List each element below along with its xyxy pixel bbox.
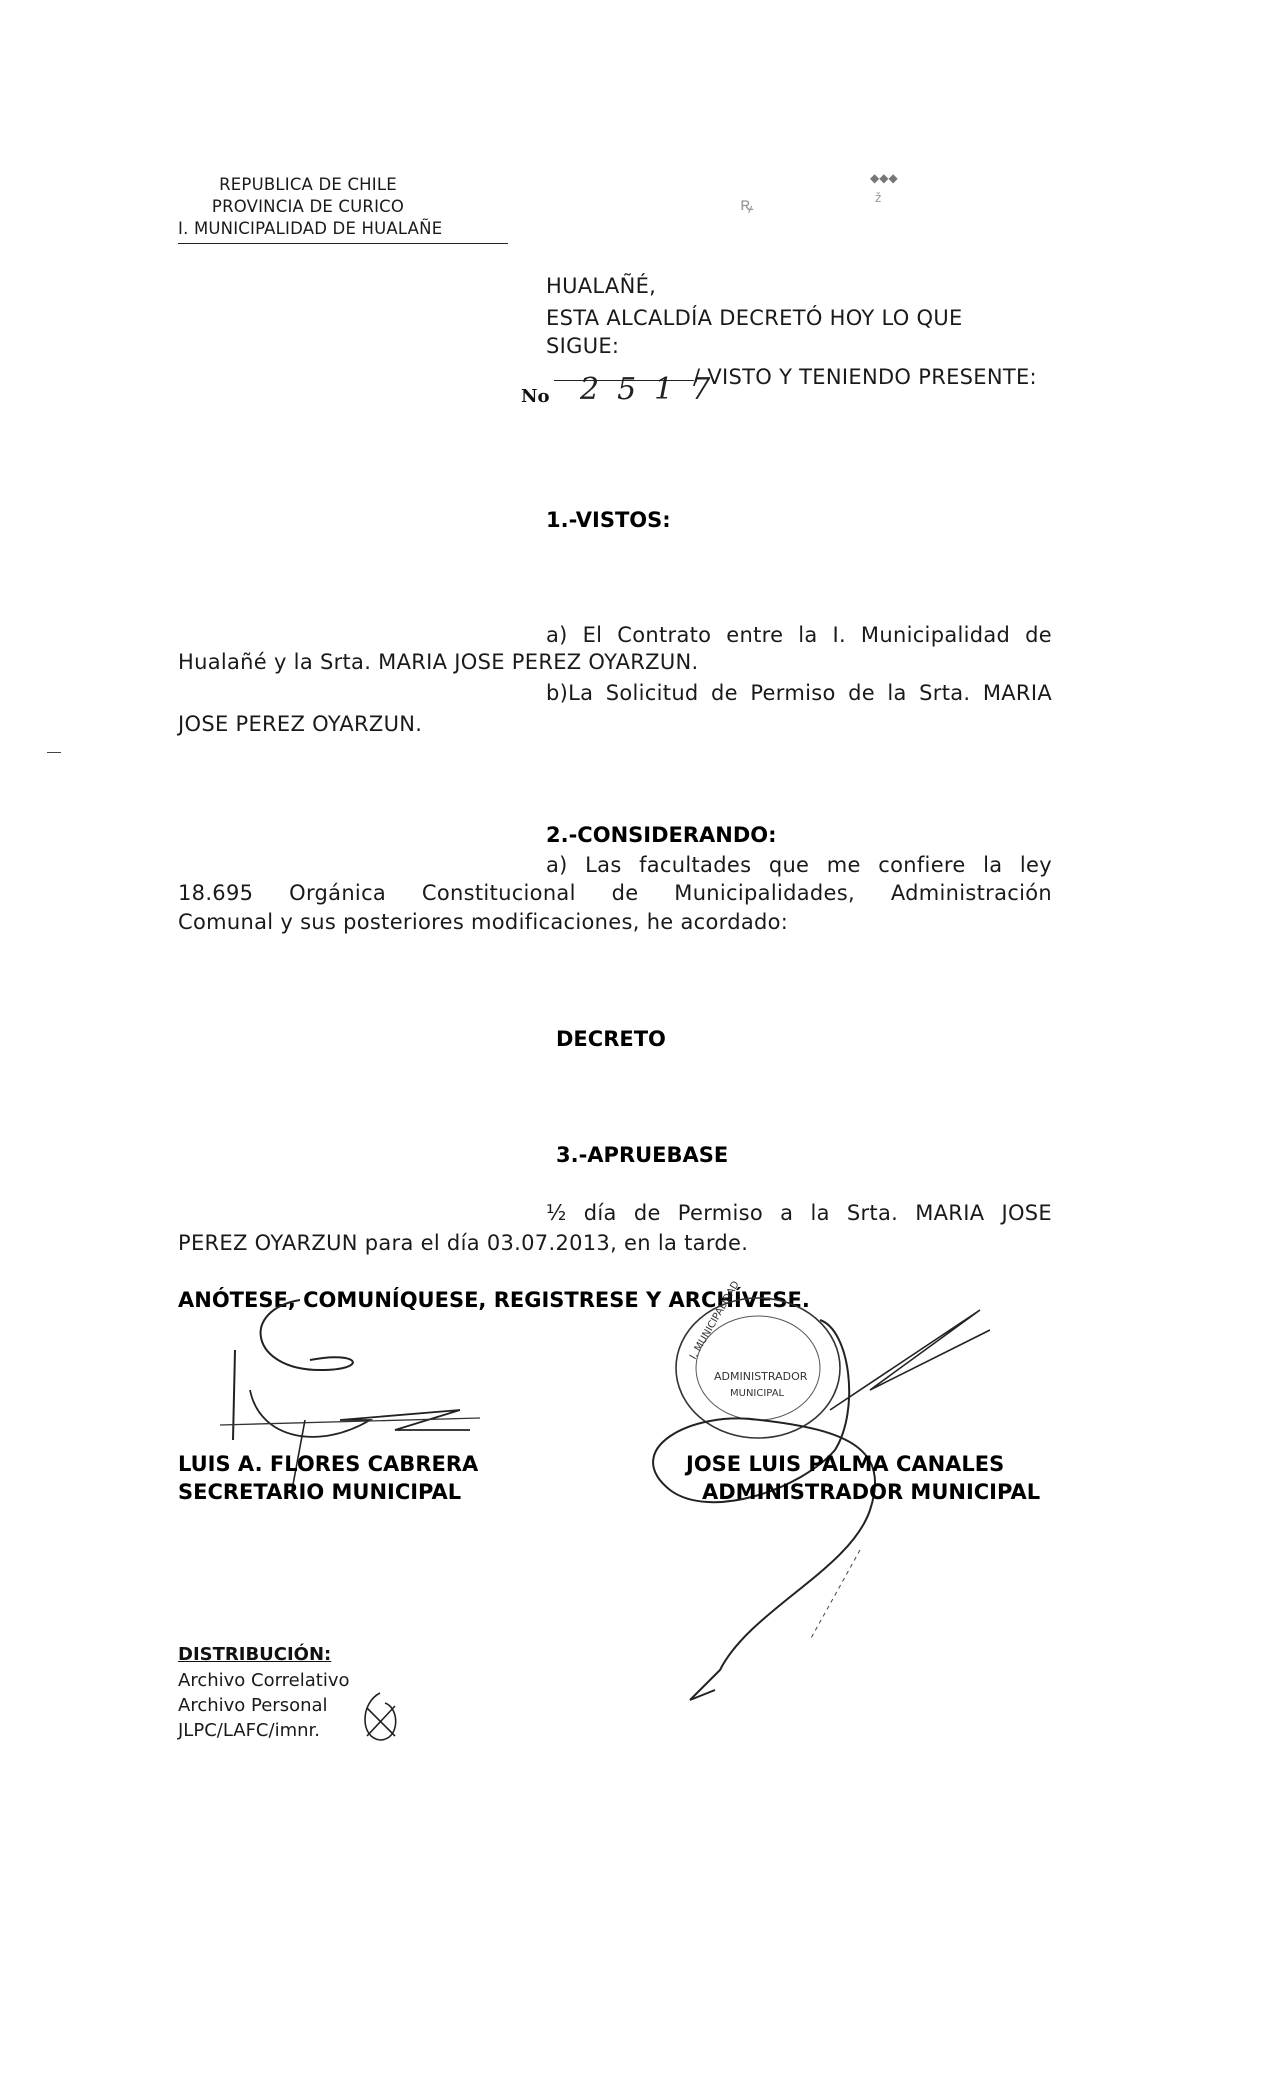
stamp-text-1: ADMINISTRADOR — [714, 1370, 808, 1383]
decree-number-label: No — [521, 386, 550, 407]
closing-formula: ANÓTESE, COMUNÍQUESE, REGISTRESE Y ARCHÍVESE. — [178, 1288, 810, 1312]
svg-text:◆◆◆: ◆◆◆ — [870, 171, 898, 185]
header-municipality: I. MUNICIPALIDAD DE HUALAÑE — [178, 219, 443, 238]
considerando-line3: Comunal y sus posteriores modificaciones, he acordado: — [178, 910, 789, 934]
header-republic: REPUBLICA DE CHILE — [219, 175, 397, 194]
decree-number-line — [554, 380, 694, 381]
apruebase-line2: PEREZ OYARZUN para el día 03.07.2013, en la tarde. — [178, 1231, 749, 1255]
header-province: PROVINCIA DE CURICO — [211, 197, 405, 216]
vistos-a-line1: a) El Contrato entre la I. Municipalidad de — [546, 623, 1052, 647]
scan-specks — [730, 170, 930, 230]
distribucion-item: Archivo Correlativo — [178, 1670, 350, 1691]
distribucion-item: JLPC/LAFC/imnr. — [178, 1720, 320, 1741]
svg-text:ꝶ: ꝶ — [740, 194, 754, 215]
decreto-heading: DECRETO — [556, 1027, 666, 1051]
sigue-line: SIGUE: — [546, 334, 620, 358]
distribucion-item: Archivo Personal — [178, 1695, 328, 1716]
stamp-outer-text: I. MUNICIPALIDAD — [688, 1279, 742, 1362]
considerando-line1: a) Las facultades que me confiere la ley — [546, 853, 1052, 877]
vistos-a-line2: Hualañé y la Srta. MARIA JOSE PEREZ OYARZUN. — [178, 650, 699, 674]
vistos-b-line1: b)La Solicitud de Permiso de la Srta. MARIA — [546, 681, 1052, 705]
vistos-b-line2: JOSE PEREZ OYARZUN. — [178, 712, 423, 736]
left-signer-name: LUIS A. FLORES CABRERA — [178, 1452, 479, 1476]
left-signer-title: SECRETARIO MUNICIPAL — [178, 1480, 462, 1504]
considerando-line2: 18.695 Orgánica Constitucional de Municipalidades, Administración — [178, 881, 1052, 905]
vistos-heading: 1.-VISTOS: — [546, 508, 671, 532]
considerando-heading: 2.-CONSIDERANDO: — [546, 823, 777, 847]
right-signature — [630, 1290, 1010, 1730]
header-underline — [178, 243, 508, 244]
initials-scribble — [355, 1688, 405, 1748]
apruebase-heading: 3.-APRUEBASE — [556, 1143, 729, 1167]
right-signer-name: JOSE LUIS PALMA CANALES — [686, 1452, 1005, 1476]
apruebase-line1: ½ día de Permiso a la Srta. MARIA JOSE — [546, 1201, 1052, 1225]
svg-text:ž: ž — [875, 191, 882, 205]
distribucion-heading: DISTRIBUCIÓN: — [178, 1644, 332, 1665]
margin-mark — [47, 752, 61, 753]
stamp-text-2: MUNICIPAL — [730, 1388, 785, 1399]
city-line: HUALAÑÉ, — [546, 274, 657, 298]
decree-number: 2517 — [580, 372, 729, 407]
alcaldia-line: ESTA ALCALDÍA DECRETÓ HOY LO QUE — [546, 306, 963, 330]
right-signer-title: ADMINISTRADOR MUNICIPAL — [702, 1480, 1041, 1504]
visto-line: / VISTO Y TENIENDO PRESENTE: — [693, 365, 1037, 389]
